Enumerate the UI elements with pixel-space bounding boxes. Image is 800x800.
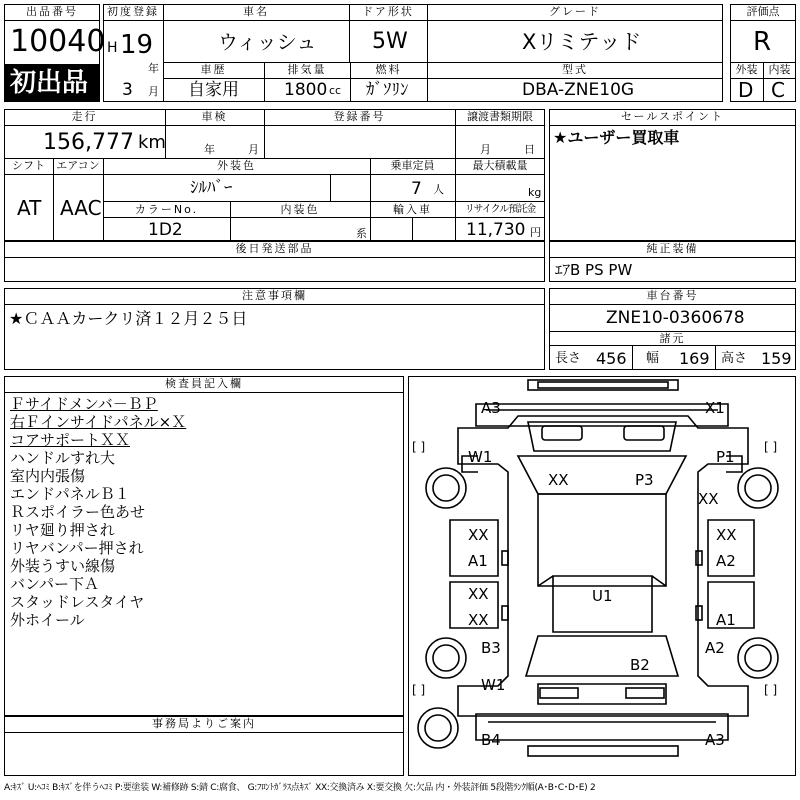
damage-code: A2 <box>716 552 736 570</box>
inspector-item: リヤ廻り押され <box>10 521 115 539</box>
model: DBA-ZNE10G <box>522 80 635 100</box>
rating-label: 評価点 <box>746 5 780 18</box>
chassis-number: ZNE10-0360678 <box>606 308 745 328</box>
damage-code: XX <box>716 526 737 544</box>
displacement-unit: cc <box>329 84 342 97</box>
reg-month-unit: 月 <box>148 85 159 98</box>
damage-code: P3 <box>635 471 654 489</box>
inspection-month-unit: 月 <box>248 143 259 156</box>
sales-point-label: セールスポイント <box>620 110 724 123</box>
recycle-label: リサイクル預託金 <box>464 204 536 215</box>
damage-code: A2 <box>705 639 725 657</box>
fuel-label: 燃料 <box>375 63 402 76</box>
car-name: ウィッシュ <box>218 30 317 54</box>
mileage-unit: km <box>138 132 166 153</box>
inspector-item: 室内内張傷 <box>10 467 86 485</box>
lot-label: 出品番号 <box>26 5 78 18</box>
import-label: 輸入車 <box>393 203 432 216</box>
inspector-item: 右Ｆインサイドパネル×Ｘ <box>10 413 187 431</box>
notes-label: 注意事項欄 <box>242 289 307 302</box>
first-listing-text: 初出品 <box>10 68 89 98</box>
reg-year-unit: 年 <box>148 62 159 75</box>
damage-code: XX <box>468 526 489 544</box>
reg-month: 3 <box>122 80 133 100</box>
ac: AAC <box>60 196 102 220</box>
door: 5W <box>372 29 408 54</box>
height: 159 <box>761 349 792 368</box>
era: H <box>107 40 118 56</box>
inspector-label: 検査員記入欄 <box>165 377 243 390</box>
inspector-item: 外ホイール <box>10 611 85 629</box>
bracket-mark: [ ] <box>764 683 778 697</box>
color-no: 1D2 <box>148 220 183 240</box>
sales-point-text: ★ユーザー買取車 <box>553 128 680 147</box>
exterior-grade: D <box>738 78 754 102</box>
damage-code: W1 <box>468 448 493 466</box>
mileage-label: 走行 <box>71 110 98 123</box>
fuel: ｶﾞｿﾘﾝ <box>366 80 409 100</box>
inspector-item: リヤバンパー押され <box>10 539 144 557</box>
inspector-item: Ｆサイドメンバ－ＢＰ <box>10 395 158 413</box>
interior-color-unit: 系 <box>356 227 367 240</box>
inspector-item: Ｒスポイラー色あせ <box>10 503 146 521</box>
equipment-label: 純正装備 <box>646 242 699 255</box>
details-box <box>4 109 545 241</box>
capacity: 7 <box>411 179 422 199</box>
rating: R <box>753 27 772 57</box>
interior-label: 内装 <box>768 63 791 76</box>
damage-code: B2 <box>630 656 650 674</box>
recycle: 11,730 <box>466 220 526 240</box>
color-label: 外装色 <box>217 159 256 172</box>
displacement: 1800 <box>284 80 328 100</box>
capacity-label: 乗車定員 <box>390 159 435 172</box>
bracket-mark: [ ] <box>764 440 778 454</box>
transfer-day-unit: 日 <box>524 143 535 156</box>
recycle-unit: 円 <box>530 226 541 239</box>
length: 456 <box>596 349 627 368</box>
damage-code: A3 <box>481 399 501 417</box>
legend-text: A:ｷｽﾞ U:ﾍｺﾐ B:ｷｽﾞを伴うﾍｺﾐ P:要塗装 W:補修跡 S:錆 C:腐食、 G:ﾌﾛﾝﾄｶﾞﾗｽ点ｷｽﾞ XX:交換済み X:要交換 欠:欠品 内・外装評価 5段階ﾗﾝｸ順(A･B･C･D･E) 2 <box>4 783 596 793</box>
interior-grade: C <box>771 78 785 102</box>
dimensions-label: 諸元 <box>659 332 686 345</box>
load-label: 最大積載量 <box>472 159 528 172</box>
load-unit: kg <box>528 186 542 199</box>
inspector-item: エンドパネルＢ１ <box>10 485 130 503</box>
interior-color-label: 内装色 <box>280 203 320 216</box>
reg-year: 19 <box>120 30 154 60</box>
damage-code: XX <box>548 471 569 489</box>
height-label: 高さ <box>721 351 748 366</box>
transfer-month-unit: 月 <box>480 143 491 156</box>
inspector-item: 外装うすい線傷 <box>10 557 116 575</box>
bracket-mark: [ ] <box>412 683 426 697</box>
width: 169 <box>679 349 710 368</box>
history-label: 車歴 <box>200 63 227 76</box>
color: ｼﾙﾊﾞｰ <box>190 178 233 198</box>
damage-code: A1 <box>716 611 736 629</box>
reg-no-label: 登録番号 <box>333 110 386 123</box>
exterior-label: 外装 <box>735 63 758 76</box>
bracket-mark: [ ] <box>412 440 426 454</box>
chassis-label: 車台番号 <box>646 289 699 302</box>
damage-code: XX <box>468 611 489 629</box>
later-parts-label: 後日発送部品 <box>235 242 314 255</box>
damage-code: B4 <box>481 731 501 749</box>
mileage: 156,777 <box>43 130 134 155</box>
width-label: 幅 <box>646 351 660 366</box>
lot-number: 10040 <box>10 24 106 59</box>
length-label: 長さ <box>555 351 582 366</box>
damage-code: A1 <box>468 552 488 570</box>
color-no-label: カラーNo. <box>134 203 199 216</box>
shift: AT <box>17 196 42 220</box>
damage-code: U1 <box>592 587 613 605</box>
inspector-item: スタッドレスタイヤ <box>10 593 145 611</box>
inspection-label: 車検 <box>201 110 228 123</box>
damage-code: B3 <box>481 639 501 657</box>
model-label: 型式 <box>562 63 588 76</box>
transfer-label: 譲渡書類期限 <box>467 110 533 123</box>
shift-label: シフト <box>12 159 45 172</box>
equipment-text: ｴｱB PS PW <box>555 261 633 279</box>
history: 自家用 <box>188 80 239 100</box>
inspector-item: ハンドルすれ大 <box>10 449 116 467</box>
notes-text: ★ＣＡＡカークリ済１２月２５日 <box>9 309 248 328</box>
damage-code: P1 <box>716 448 735 466</box>
ac-label: エアコン <box>56 159 100 172</box>
damage-code: XX <box>698 490 719 508</box>
damage-code: X1 <box>705 399 725 417</box>
car-diagram <box>408 376 796 776</box>
damage-code: A3 <box>705 731 725 749</box>
office-label: 事務局よりご案内 <box>152 717 256 730</box>
inspector-item: バンパー下Ａ <box>10 575 99 593</box>
displacement-label: 排気量 <box>287 63 327 76</box>
inspector-item: コアサポートＸＸ <box>10 431 131 449</box>
door-label: ドア形状 <box>362 5 414 18</box>
car-name-label: 車名 <box>243 5 269 18</box>
inspection-year-unit: 年 <box>204 143 215 156</box>
first-reg-label: 初度登録 <box>107 5 159 18</box>
damage-code: XX <box>468 585 489 603</box>
damage-code: W1 <box>481 676 506 694</box>
capacity-unit: 人 <box>433 183 444 196</box>
grade: Xリミテッド <box>522 30 642 54</box>
grade-label: グレード <box>549 5 601 18</box>
